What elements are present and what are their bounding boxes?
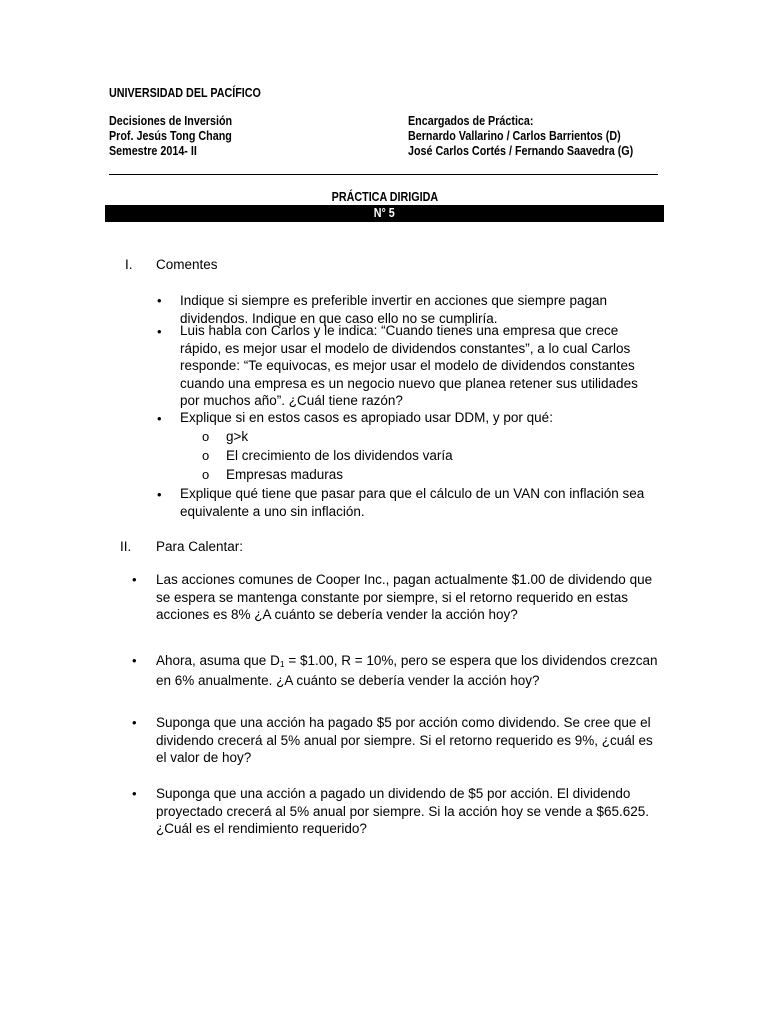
section-1-number: I. xyxy=(125,257,133,272)
comment-item-4: Explique qué tiene que pasar para que el cálculo de un VAN con inflación sea equivalente a uno sin inflación. xyxy=(180,486,645,519)
practice-title-text: PRÁCTICA DIRIGIDA xyxy=(331,190,438,204)
comment-item-2: Luis habla con Carlos y le indica: “Cuando tienes una empresa que crece rápido, es mejor usar el modelo de dividendos constantes”, a lo cual Carlos responde: “Te equivocas, es mejor usar el modelo de dividendos constantes cuando una empresa es un negocio nuevo que planea retener sus utilidades por muchos año”. ¿Cuál tiene razón? xyxy=(180,323,638,408)
assistants-line-2: José Carlos Cortés / Fernando Saavedra (G) xyxy=(408,144,634,158)
assistants-label: Encargados de Práctica: xyxy=(408,114,534,128)
bullet-icon: • xyxy=(157,487,162,502)
sub-bullet-icon: o xyxy=(202,448,210,463)
bullet-icon: • xyxy=(132,572,137,587)
bullet-icon: • xyxy=(157,411,162,426)
exercise-item-4: Suponga que una acción a pagado un dividendo de $5 por acción. El dividendo proyectado crecerá al 5% anual por siempre. Si la acción hoy se vende a $65.625. ¿Cuál es el rendimiento requerido? xyxy=(156,786,650,836)
practice-title xyxy=(105,190,664,205)
comment-item-1: Indique si siempre es preferible invertir en acciones que siempre pagan dividendos. Indique en que caso ello no se cumpliría. xyxy=(180,293,607,326)
bullet-icon: • xyxy=(132,715,137,730)
sub-item-3: Empresas maduras xyxy=(226,467,344,482)
exercise-item-2-suffix: = $1.00, R = 10%, pero se espera que los dividendos crezcan en 6% anualmente. ¿A cuánto se debería vender la acción hoy? xyxy=(156,653,658,688)
exercise-item-2 xyxy=(156,652,661,689)
exercise-item-1: Las acciones comunes de Cooper Inc., pagan actualmente $1.00 de dividendo que se espera se mantenga constante por siempre, si el retorno requerido en estas acciones es 8% ¿A cuánto se debería vender la acción hoy? xyxy=(156,572,653,622)
header-divider xyxy=(109,174,658,175)
practice-number: N° 5 xyxy=(373,206,396,220)
dividend-subscript: 1 xyxy=(279,659,285,669)
section-2-number: II. xyxy=(120,539,132,554)
section-1-title: Comentes xyxy=(156,257,218,272)
semester: Semestre 2014- II xyxy=(109,144,197,158)
course-name: Decisiones de Inversión xyxy=(109,114,233,128)
bullet-icon: • xyxy=(157,293,162,308)
bullet-icon: • xyxy=(157,324,162,339)
sub-bullet-icon: o xyxy=(202,429,210,444)
sub-bullet-icon: o xyxy=(202,467,210,482)
section-2-title: Para Calentar: xyxy=(156,539,244,554)
bullet-icon: • xyxy=(132,653,137,668)
comment-item-3: Explique si en estos casos es apropiado usar DDM, y por qué: xyxy=(180,410,553,425)
university-name: UNIVERSIDAD DEL PACÍFICO xyxy=(109,86,261,100)
professor-name: Prof. Jesús Tong Chang xyxy=(109,129,232,143)
bullet-icon: • xyxy=(132,786,137,801)
sub-item-1: g>k xyxy=(226,429,249,444)
practice-number-bar xyxy=(105,205,664,222)
exercise-item-2-prefix: Ahora, asuma que D xyxy=(156,653,280,668)
assistants-line-1: Bernardo Vallarino / Carlos Barrientos (D) xyxy=(408,129,621,143)
sub-item-2: El crecimiento de los dividendos varía xyxy=(226,448,453,463)
exercise-item-3: Suponga que una acción ha pagado $5 por acción como dividendo. Se cree que el dividendo crecerá al 5% anual por siempre. Si el retorno requerido es 9%, ¿cuál es el valor de hoy? xyxy=(156,715,653,765)
